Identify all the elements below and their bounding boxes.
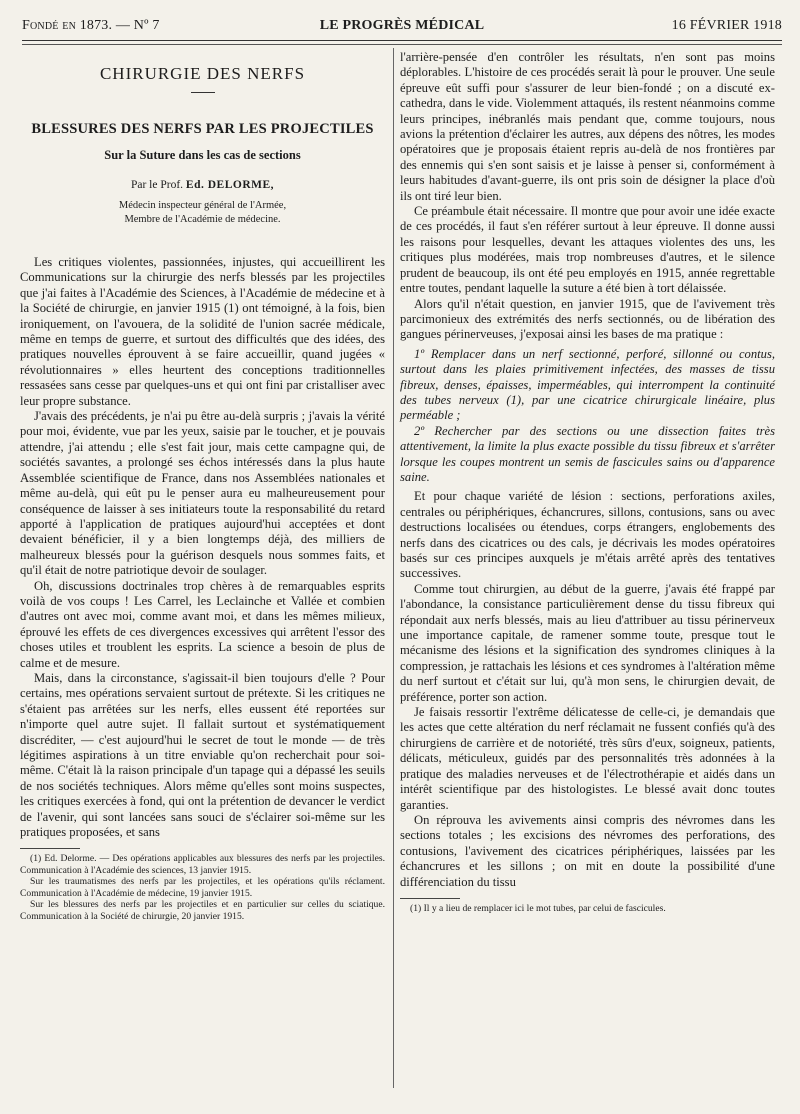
right-column [400,50,775,914]
principle-2: 2º Rechercher par des sections ou une dissection faites très attentivement, la limite la plus exacte possible du tissu fibreux et s'arrêter lorsque les coupes montrent un semis de fascicules sains ou d'apparence saine. [400,423,775,484]
section-title: CHIRURGIE DES NERFS [99,64,306,83]
paragraph: Oh, discussions doctrinales trop chères à de remarquables esprits voilà de vos coups ! Les Carrel, les Leclainche et Vallée et combien d'autres ont avec moi, comme avant moi, et dans les mêmes milieux, éprouvé les effets de ces divergences excessives qui arrêtent l'essor des choses utiles et troublent les esprits. La science a besoin de plus de calme et de mesure. [20,578,385,670]
column-divider [393,48,394,1088]
affiliation-line-1: Médecin inspecteur général de l'Armée, [118,200,287,211]
author-line [20,179,385,191]
footnote-rule [20,848,80,849]
running-header [22,18,782,40]
left-body [20,255,385,840]
paragraph: Ce préambule était nécessaire. Il montre que pour avoir une idée exacte de ces procédés, il faut s'en référer surtout à leur épreuve. Il donne aussi les raisons pour lesquelles, devant les attaques violentes des uns, les critiques plus modérées, mais trop nombreuses d'autres, et le silence prudent de beaucoup, ils ont été peu employés en 1915, année regrettable entre toutes, pendant laquelle la suture a été bien à tort délaissée. [400,204,775,296]
footnote: (1) Ed. Delorme. — Des opérations applicables aux blessures des nerfs par les projectiles. Communication à l'Académie des sciences, 13 janvier 1915. [20,853,385,876]
footnote: Sur les traumatismes des nerfs par les projectiles, et les opérations qu'ils réclament. Communication à l'Académie de médecine, 19 janvier 1915. [20,876,385,899]
article-subtitle: Sur la Suture dans les cas de sections [104,148,301,162]
paragraph: Alors qu'il n'était question, en janvier 1915, que de l'avivement très parcimonieux des extrémités des nerfs sectionnés, ou de libération des gangues périnerveuses, j'exposai ainsi les bases de ma pratique : [400,296,775,342]
left-footnotes [20,853,385,922]
header-founded: Fondé en 1873. — Nº 7 [22,18,160,33]
paragraph: Mais, dans la circonstance, s'agissait-il bien toujours d'elle ? Pour certains, mes opérations servaient surtout de prétexte. Si les critiques ne s'étaient pas arrêtées sur les nerfs, elles eussent été reportées sur n'importe quel autre sujet. Il fallait surtout et systématiquement discréditer, — c'est aujourd'hui le secret de tout le monde — de très légitimes aspirations à un titre enviable qu'on recherchait pour soi-même. C'était là la raison principale d'un tapage qui a dépassé les seuils de nos sociétés techniques. Alors même qu'elles sont moins suspectes, les critiques exercées à fond, qui ont la prétention de devancer le verdict de l'avenir, qui sont lancées sans souci de s'éclairer soi-même sur les pratiques proposées, et sans [20,670,385,840]
header-rule-secondary [22,44,782,45]
author-affiliation [20,199,385,227]
footnote: (1) Il y a lieu de remplacer ici le mot tubes, par celui de fascicules. [410,902,666,914]
article-title: BLESSURES DES NERFS PAR LES PROJECTILES [31,121,374,137]
paragraph: Et pour chaque variété de lésion : sections, perforations axiles, centrales ou périphériques, échancrures, sillons, contusions, sans ou avec destructions localisées ou étendues, corps étrangers, englobements des nerfs dans des cicatrices ou des cals, je décrivais les modes opératoires basés sur ces principes auxquels je m'étais arrêté après des tentatives successives. [400,489,775,581]
principle-1: 1º Remplacer dans un nerf sectionné, perforé, sillonné ou contus, surtout dans les plaies primitivement infectées, des masses de tissu fibreux, denses, épaisses, imperméables, qui interrompent la continuité des tubes nerveux (1), par une cicatrice chirurgicale linéaire, plus perméable ; [400,346,775,423]
paragraph: On réprouva les avivements ainsi compris des névromes dans les sections totales ; les excisions des névromes des perforations, des contusions, l'avivement des cicatrices périphériques, laissées par les échancrures et les sillons ; on mit en doute la possibilité d'une différenciation du tissu [400,812,775,889]
footnote-rule [400,898,460,899]
right-footnotes [400,903,775,915]
journal-title: LE PROGRÈS MÉDICAL [319,18,485,33]
left-column [20,50,385,922]
author-prefix: Par le Prof. [130,179,184,191]
affiliation-line-2: Membre de l'Académie de médecine. [124,214,281,225]
paragraph: Les critiques violentes, passionnées, injustes, qui accueillirent les Communications sur la chirurgie des nerfs blessés par les projectiles que j'ai faites à l'Académie des Sciences, à l'Académie de médecine et à la Société de chirurgie, en janvier 1915 (1) ont témoigné, à la fois, bien ironiquement, on l'avouera, de la solidité de l'union sacrée médicale, même en temps de guerre, et surtout des difficultés que des idées, des pratiques nouvelles éprouvent à se faire accueillir, quand jugées « révolutionnaires » elles heurtent des conceptions traditionnelles ressasées sans cesse par quelques-uns et qui ont fini par cristalliser avec leur propre substance. [20,255,385,408]
title-dash [191,92,215,93]
paragraph: Comme tout chirurgien, au début de la guerre, j'avais été frappé par l'abondance, la consistance particulièrement dense du tissu fibreux qui répondait aux nerfs blessés, mais au lieu d'attribuer au tissu périnerveux une importance capitale, de ramener somme toute, presque tout le mécanisme des lésions et la signification des syndromes cliniques à la compression, je rattachais les lésions et ces syndromes à l'altération même du nerf surtout et c'était sur lui, qu'à mon sens, le chirurgien devait, de préférence, porter son action. [400,581,775,704]
paragraph: l'arrière-pensée d'en contrôler les résultats, n'en sont pas moins déplorables. L'histoire de ces procédés serait là pour le prouver. Une seule épreuve eût suffi pour s'assurer de leur bien-fondé ; on a discuté ex-cathedra, dans le vide. Violemment attaqués, ils restent néanmoins comme leurs principes, inébranlés mais pendant que, comme toujours, nous avions la prétention d'éclairer les autres, aux dépens des nôtres, les modes opératoires que je proposais étaient repris au-delà de nos frontières par des ennemis qui s'en sont saisis et je laisse à penser si, conformément à leurs habitudes d'avant-guerre, ils ont pris soin de désigner la place d'où ils ont tiré leur bien. [400,50,775,203]
footnote: Sur les blessures des nerfs par les projectiles et en particulier sur celles du sciatique. Communication à la Société de chirurgie, 20 janvier 1915. [20,899,385,922]
paragraph: Je faisais ressortir l'extrême délicatesse de celle-ci, je demandais que les actes que cette altération du nerf réclamait ne fussent confiés qu'à des chirurgiens de carrière et de notoriété, très sûrs d'eux, soigneux, patients, délicats, méticuleux, guidés par des personnalités très adonnées à la pratique des maladies nerveuses et de l'électrothérapie et aidés dans un intérêt scientifique par des histologistes. Le blessé avait donc toutes garanties. [400,705,775,812]
author-name: Ed. DELORME, [185,179,275,191]
paragraph: J'avais des précédents, je n'ai pu être au-delà surpris ; j'avais la vérité pour moi, évidente, vue par les yeux, saisie par le toucher, et je pouvais attendre, j'ai attendu ; elle s'est fait jour, mais cette campagne qui, de sociétés savantes, a prolongé ses échos intéressés dans la plus haute Assemblée scientifique de France, dans nos Assemblées nationales et même au-delà, qui eût pu le penser aura eu malheureusement pour conséquence de laisser à ses initiateurs toute la responsabilité du retard apporté à l'application de pratiques aujourd'hui acceptées et dont devaient bénéficier, il y a bien longtemps déjà, des milliers de malheureux blessés pour la guérison desquels nous sommes faits, et qu'il était de notre patriotique devoir de soulager. [20,409,385,578]
header-date: 16 FÉVRIER 1918 [671,18,782,33]
header-rule [22,40,782,41]
